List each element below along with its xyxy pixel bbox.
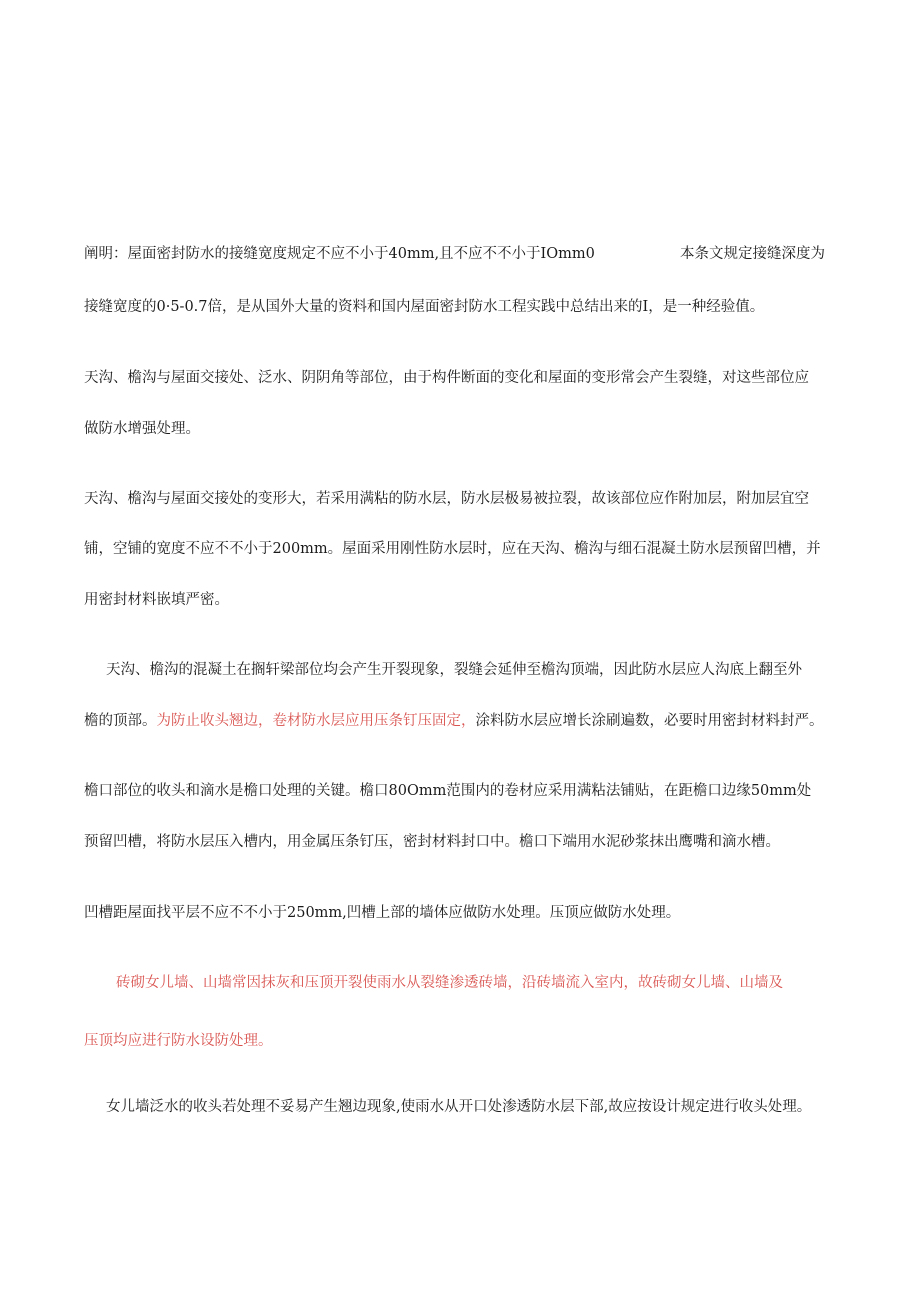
paragraph-line: 接缝宽度的0·5-0.7倍，是从国外大量的资料和国内屋面密封防水工程实践中总结出来的I，是一种经验值。: [84, 299, 765, 315]
paragraph-line: 阐明：屋面密封防水的接缝宽度规定不应不小于40mm,且不应不不小于IOmm0: [84, 246, 595, 262]
paragraph-line: 女儿墙泛水的收头若处理不妥易产生翘边现象,使雨水从开口处渗透防水层下部,故应按设计规定进行收头处理。: [106, 1099, 812, 1115]
paragraph-line: 预留凹槽，将防水层压入槽内，用金属压条钉压，密封材料封口中。檐口下端用水泥砂浆抹出鹰嘴和滴水槽。: [84, 834, 780, 850]
plain-text: 涂料防水层应增长涂刷遍数，必要时用密封材料封严。: [475, 713, 824, 729]
paragraph-line: 做防水增强处理。: [84, 421, 200, 437]
paragraph-line: 凹槽距屋面找平层不应不不小于250mm,凹槽上部的墙体应做防水处理。压顶应做防水处理。: [84, 905, 681, 921]
highlighted-paragraph-line: 压顶均应进行防水设防处理。: [84, 1033, 273, 1049]
plain-text: 檐的顶部。: [84, 713, 157, 729]
paragraph-line: 本条文规定接缝深度为: [680, 246, 825, 262]
highlighted-text: 为防止收头翘边，卷材防水层应用压条钉压固定，: [156, 713, 476, 729]
paragraph-line: 用密封材料嵌填严密。: [84, 592, 229, 608]
paragraph-line: 天沟、檐沟与屋面交接处的变形大，若采用满粘的防水层，防水层极易被拉裂，故该部位应作附加层，附加层宜空: [84, 491, 809, 507]
paragraph-line: 天沟、檐沟的混凝土在搁轩梁部位均会产生开裂现象，裂缝会延伸至檐沟顶端，因此防水层应人沟底上翻至外: [106, 662, 802, 678]
paragraph-line: 天沟、檐沟与屋面交接处、泛水、阴阴角等部位，由于构件断面的变化和屋面的变形常会产生裂缝，对这些部位应: [84, 370, 809, 386]
paragraph-line: 檐口部位的收头和滴水是檐口处理的关键。檐口80Omm范围内的卷材应采用满粘法铺贴，在距檐口边缘50mm处: [84, 783, 812, 799]
paragraph-line: [84, 711, 824, 731]
highlighted-paragraph-line: 砖砌女儿墙、山墙常因抹灰和压顶开裂使雨水从裂缝渗透砖墙，沿砖墙流入室内，故砖砌女儿墙、山墙及: [116, 975, 783, 991]
paragraph-line: 铺，空铺的宽度不应不不小于200mm。屋面采用刚性防水层时，应在天沟、檐沟与细石混凝土防水层预留凹槽，并: [84, 541, 821, 557]
